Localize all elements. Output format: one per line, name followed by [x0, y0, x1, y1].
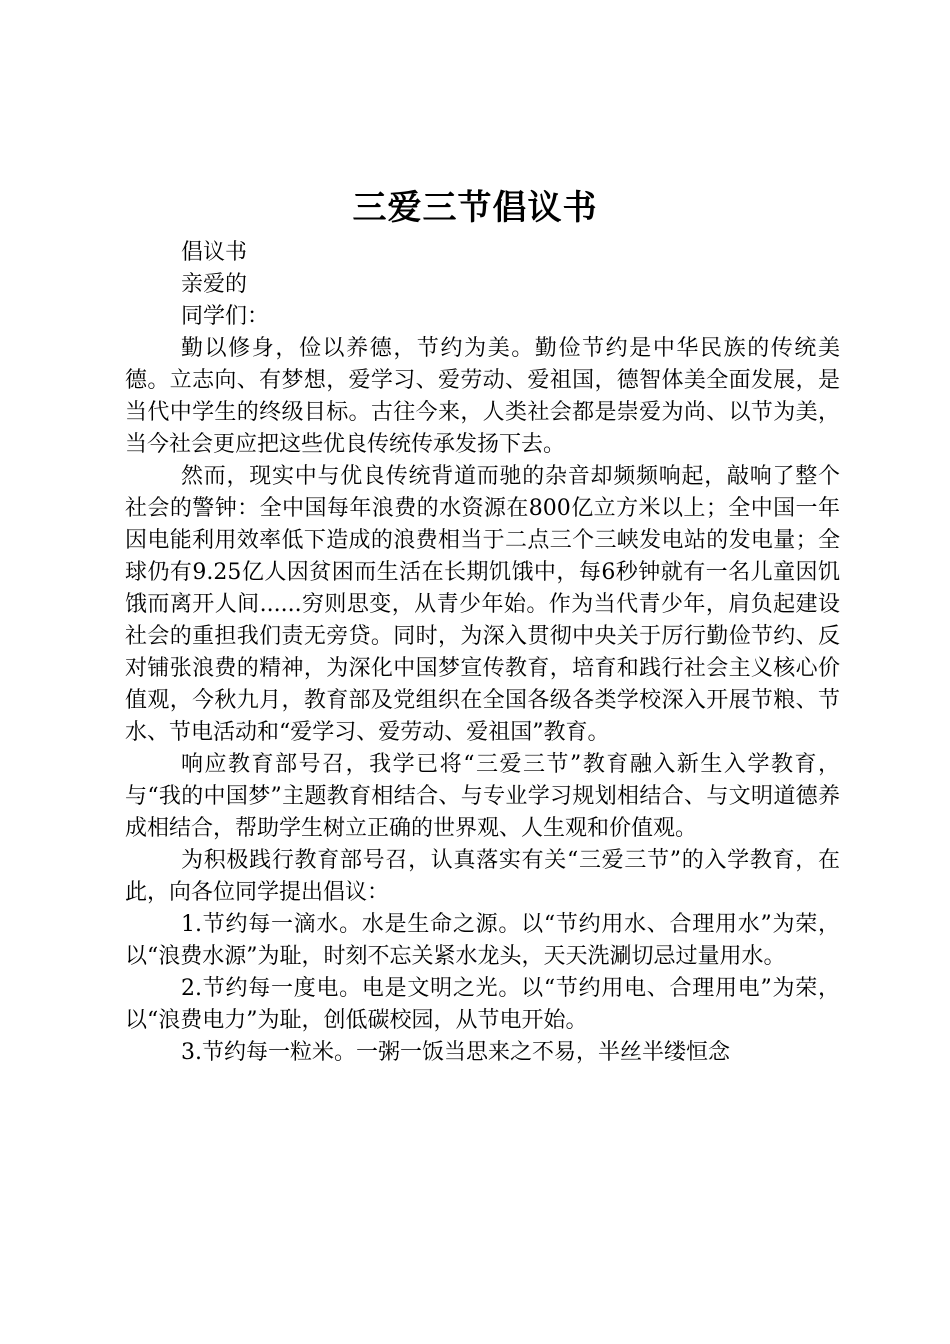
proposal-item: 1.节约每一滴水。水是生命之源。以“节约用水、合理用水”为荣，以“浪费水源”为耻，时刻不忘关紧水龙头，天天洗涮切忌过量用水。	[125, 912, 840, 969]
document-title: 三爱三节倡议书	[352, 188, 598, 228]
paragraph: 为积极践行教育部号召，认真落实有关“三爱三节”的入学教育，在此，向各位同学提出倡议：	[125, 848, 840, 905]
proposal-item: 3.节约每一粒米。一粥一饭当思来之不易，半丝半缕恒念	[181, 1040, 730, 1065]
paragraph: 然而，现实中与优良传统背道而驰的杂音却频频响起，敲响了整个社会的警钟：全中国每年浪费的水资源在800亿立方米以上；全中国一年因电能利用效率低下造成的浪费相当于二点三个三峡发电站的发电量；全球仍有9.25亿人因贫困而生活在长期饥饿中，每6秒钟就有一名儿童因饥饿而离开人间......穷则思变，从青少年始。作为当代青少年，肩负起建设社会的重担我们责无旁贷。同时，为深入贯彻中央关于厉行勤俭节约、反对铺张浪费的精神，为深化中国梦宣传教育，培育和践行社会主义核心价值观，今秋九月，教育部及党组织在全国各级各类学校深入开展节粮、节水、节电活动和“爱学习、爱劳动、爱祖国”教育。	[125, 464, 840, 745]
salutation-line: 同学们：	[181, 304, 270, 329]
salutation-line: 倡议书	[181, 240, 248, 265]
salutation-line: 亲爱的	[181, 272, 248, 297]
paragraph: 勤以修身，俭以养德，节约为美。勤俭节约是中华民族的传统美德。立志向、有梦想，爱学习、爱劳动、爱祖国，德智体美全面发展，是当代中学生的终级目标。古往今来，人类社会都是崇爱为尚、以节为美，当今社会更应把这些优良传统传承发扬下去。	[125, 336, 840, 457]
paragraph: 响应教育部号召，我学已将“三爱三节”教育融入新生入学教育，与“我的中国梦”主题教育相结合、与专业学习规划相结合、与文明道德养成相结合，帮助学生树立正确的世界观、人生观和价值观。	[125, 752, 840, 841]
document-body	[125, 237, 840, 1069]
proposal-item: 2.节约每一度电。电是文明之光。以“节约用电、合理用电”为荣，以“浪费电力”为耻，创低碳校园，从节电开始。	[125, 976, 840, 1033]
